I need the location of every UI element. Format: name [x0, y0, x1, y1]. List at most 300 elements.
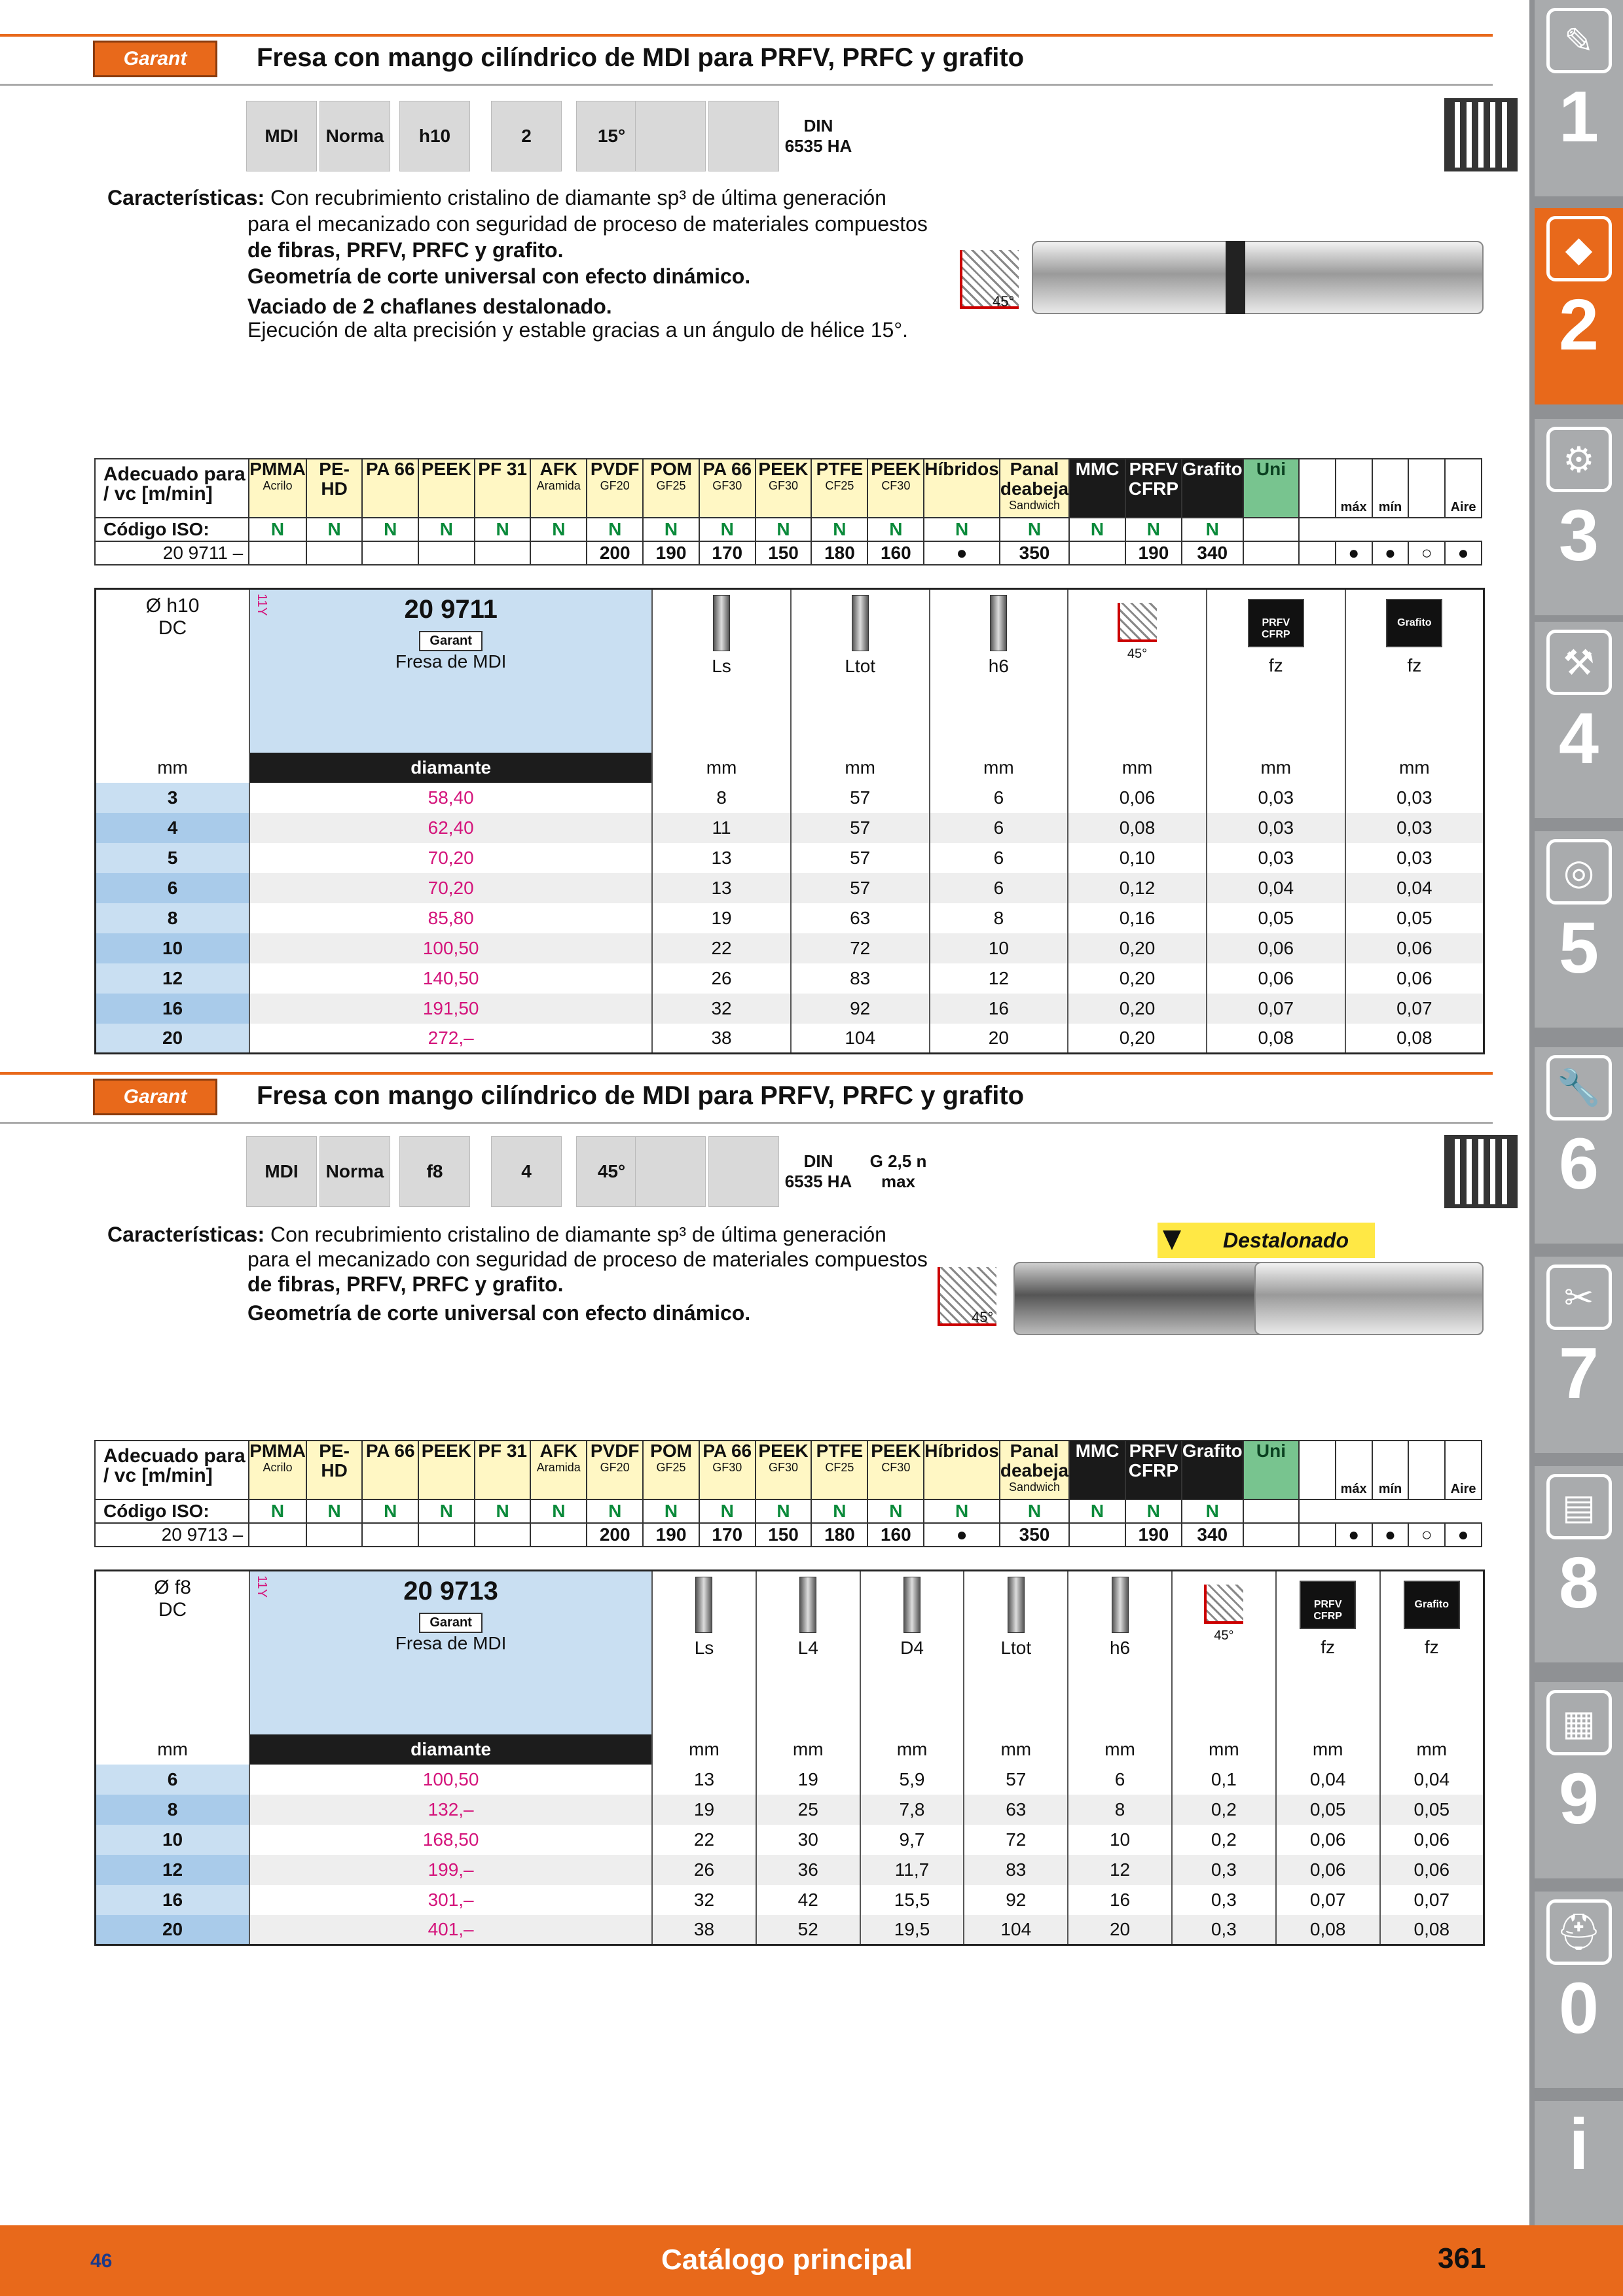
garant-logo: Garant — [93, 1079, 217, 1115]
value-cell: 11,7 — [860, 1855, 964, 1885]
value-cell: 0,03 — [1207, 843, 1345, 873]
dimension-header: PRFV CFRP fz — [1276, 1571, 1380, 1734]
vc-cell: ● — [924, 1523, 1000, 1547]
value-cell: 0,03 — [1207, 813, 1345, 843]
material-table — [94, 458, 1482, 565]
table-row — [96, 873, 1484, 903]
feature-line: Vaciado de 2 chaflanes destalonado. — [247, 295, 612, 318]
spec-icon: DIN 6535 HA — [783, 1136, 854, 1207]
vc-cell: 150 — [756, 1523, 812, 1547]
value-cell: 83 — [791, 963, 930, 994]
chapter-icon: ⚙ — [1546, 427, 1612, 492]
dimension-header: PRFV CFRP fz — [1207, 589, 1345, 753]
coolant-cell: ● — [1336, 1523, 1372, 1547]
value-cell: 0,06 — [1276, 1825, 1380, 1855]
vc-cell: 180 — [811, 541, 867, 565]
coolant-cell: ● — [1336, 541, 1372, 565]
material-column: Grafito — [1182, 1441, 1243, 1499]
footer-bar — [0, 2225, 1623, 2296]
features-block — [107, 1221, 945, 1247]
chapter-number: 8 — [1558, 1543, 1599, 1623]
value-cell: 6 — [930, 783, 1068, 813]
diameter-cell: 4 — [96, 813, 250, 843]
table-row — [96, 1885, 1484, 1915]
vc-cell: 150 — [756, 541, 812, 565]
value-cell: 0,12 — [1068, 873, 1207, 903]
chapter-tab-1[interactable] — [1535, 0, 1623, 196]
value-cell: 0,10 — [1068, 843, 1207, 873]
vc-cell — [1069, 541, 1125, 565]
material-column: AFK Aramida — [530, 1441, 587, 1499]
value-cell: 22 — [652, 933, 791, 963]
iso-cell: N — [1125, 1499, 1182, 1523]
spec-icon: 2 — [491, 101, 562, 171]
table-row — [96, 813, 1484, 843]
unit-label: mm — [756, 1734, 860, 1765]
unit-label: mm — [96, 753, 250, 783]
suitability-header: Adecuado para / vc [m/min] — [95, 459, 249, 518]
value-cell: 0,06 — [1276, 1855, 1380, 1885]
section-title: Fresa con mango cilíndrico de MDI para PRFV, PRFC y grafito — [257, 43, 1025, 72]
vc-cell — [475, 1523, 531, 1547]
value-cell: 6 — [930, 813, 1068, 843]
spec-icon: 4 — [491, 1136, 562, 1207]
arrow-down-icon — [1163, 1230, 1181, 1250]
iso-cell: N — [811, 518, 867, 541]
iso-cell: N — [756, 518, 812, 541]
page-number-right: 361 — [1438, 2242, 1486, 2274]
feature-line: Ejecución de alta precisión y estable gracias a un ángulo de hélice 15°. — [247, 318, 908, 342]
value-cell: 52 — [756, 1915, 860, 1945]
feature-line: de fibras, PRFV, PRFC y grafito. — [247, 238, 564, 262]
value-cell: 13 — [652, 873, 791, 903]
price-cell: 100,50 — [249, 933, 652, 963]
section-title: Fresa con mango cilíndrico de MDI para PRFV, PRFC y grafito — [257, 1081, 1025, 1110]
value-cell: 5,9 — [860, 1765, 964, 1795]
vc-cell: 340 — [1182, 541, 1243, 565]
vc-cell: 190 — [1125, 541, 1182, 565]
chapter-icon: ⚒ — [1546, 630, 1612, 695]
diameter-header: Ø f8 DC — [96, 1571, 250, 1734]
iso-cell: N — [924, 518, 1000, 541]
value-cell: 0,1 — [1172, 1765, 1276, 1795]
unit-label: mm — [860, 1734, 964, 1765]
price-cell: 62,40 — [249, 813, 652, 843]
garant-logo: Garant — [419, 1613, 482, 1633]
value-cell: 57 — [791, 873, 930, 903]
unit-label: mm — [1068, 753, 1207, 783]
iso-cell: N — [811, 1499, 867, 1523]
value-cell: 0,08 — [1345, 1024, 1484, 1054]
coolant-cell: ● — [1445, 1523, 1482, 1547]
value-cell: 0,06 — [1345, 963, 1484, 994]
iso-cell: N — [530, 518, 587, 541]
diameter-cell: 10 — [96, 1825, 250, 1855]
value-cell: 0,05 — [1380, 1795, 1484, 1825]
chapter-icon: ▦ — [1546, 1690, 1612, 1755]
vc-cell: 350 — [1000, 1523, 1069, 1547]
features-label: Características: — [107, 186, 265, 209]
unit-label: mm — [1345, 753, 1484, 783]
value-cell: 0,06 — [1345, 933, 1484, 963]
material-column: PF 31 — [475, 459, 531, 518]
features-label: Características: — [107, 1223, 265, 1246]
iso-cell: N — [699, 1499, 756, 1523]
diameter-cell: 20 — [96, 1915, 250, 1945]
value-cell: 72 — [964, 1825, 1068, 1855]
diameter-cell: 8 — [96, 903, 250, 933]
dimension-header: D4 — [860, 1571, 964, 1734]
vc-cell: 200 — [587, 541, 643, 565]
value-cell: 0,3 — [1172, 1855, 1276, 1885]
value-cell: 20 — [1068, 1915, 1172, 1945]
coating-label: diamante — [249, 1734, 652, 1765]
value-cell: 8 — [652, 783, 791, 813]
value-cell: 0,07 — [1276, 1885, 1380, 1915]
material-column: Híbridos — [924, 459, 1000, 518]
price-cell: 132,– — [249, 1795, 652, 1825]
material-column: PMMA Acrilo — [249, 459, 306, 518]
table-row — [96, 933, 1484, 963]
material-column: PTFE CF25 — [811, 1441, 867, 1499]
diameter-cell: 6 — [96, 873, 250, 903]
value-cell: 0,03 — [1345, 813, 1484, 843]
iso-cell: N — [362, 518, 418, 541]
value-cell: 0,07 — [1207, 994, 1345, 1024]
material-column: PEEK GF30 — [756, 1441, 812, 1499]
material-column: Uni — [1243, 459, 1300, 518]
coolant-cell: ● — [1372, 1523, 1409, 1547]
material-column: Panal deabeja Sandwich — [1000, 1441, 1069, 1499]
price-cell: 199,– — [249, 1855, 652, 1885]
diameter-cell: 12 — [96, 963, 250, 994]
value-cell: 8 — [930, 903, 1068, 933]
material-column: PEEK CF30 — [867, 459, 924, 518]
coolant-cell: ● — [1445, 541, 1482, 565]
vc-cell — [530, 1523, 587, 1547]
chapter-number: 0 — [1558, 1968, 1599, 2049]
value-cell: 16 — [1068, 1885, 1172, 1915]
material-column: PEEK CF30 — [867, 1441, 924, 1499]
value-cell: 0,03 — [1345, 783, 1484, 813]
value-cell: 0,06 — [1380, 1855, 1484, 1885]
iso-cell: N — [643, 518, 699, 541]
spec-icon: 45° — [576, 1136, 647, 1207]
spec-icon: MDI — [246, 101, 317, 171]
vc-cell — [1243, 541, 1300, 565]
chapter-number: 2 — [1558, 285, 1599, 365]
value-cell: 57 — [791, 813, 930, 843]
iso-cell: N — [418, 1499, 475, 1523]
chapter-number: 3 — [1558, 495, 1599, 576]
dimension-header: h6 — [930, 589, 1068, 753]
unit-label: mm — [791, 753, 930, 783]
chamfer-angle: 45° — [972, 1309, 994, 1325]
value-cell: 0,06 — [1380, 1825, 1484, 1855]
coolant-column: Aire — [1445, 1441, 1482, 1499]
value-cell: 63 — [791, 903, 930, 933]
value-cell: 10 — [1068, 1825, 1172, 1855]
table-row — [96, 1024, 1484, 1054]
page-number-left: 46 — [90, 2250, 113, 2272]
iso-cell: N — [530, 1499, 587, 1523]
chapter-tab-2[interactable] — [1535, 208, 1623, 404]
unit-label: mm — [930, 753, 1068, 783]
material-column: POM GF25 — [643, 1441, 699, 1499]
material-column: POM GF25 — [643, 459, 699, 518]
chapter-number: i — [1569, 2104, 1589, 2185]
value-cell: 0,03 — [1345, 843, 1484, 873]
value-cell: 0,08 — [1068, 813, 1207, 843]
material-column: PE-HD — [306, 459, 363, 518]
vc-cell: 340 — [1182, 1523, 1243, 1547]
spec-icon — [635, 101, 706, 171]
value-cell: 0,07 — [1380, 1885, 1484, 1915]
price-cell: 85,80 — [249, 903, 652, 933]
value-cell: 36 — [756, 1855, 860, 1885]
value-cell: 13 — [652, 1765, 756, 1795]
dimension-header: 45° — [1068, 589, 1207, 753]
iso-cell: N — [867, 518, 924, 541]
diameter-cell: 20 — [96, 1024, 250, 1054]
tool-shank — [1254, 1262, 1484, 1335]
iso-cell: N — [418, 518, 475, 541]
iso-cell — [1243, 1499, 1300, 1523]
value-cell: 25 — [756, 1795, 860, 1825]
coolant-cell: ○ — [1408, 1523, 1445, 1547]
chapter-icon: ✂ — [1546, 1265, 1612, 1330]
price-cell: 301,– — [249, 1885, 652, 1915]
iso-cell: N — [587, 1499, 643, 1523]
value-cell: 38 — [652, 1915, 756, 1945]
coolant-column — [1299, 459, 1335, 518]
value-cell: 0,06 — [1207, 933, 1345, 963]
value-cell: 42 — [756, 1885, 860, 1915]
value-cell: 20 — [930, 1024, 1068, 1054]
material-column: PA 66 GF30 — [699, 459, 756, 518]
value-cell: 9,7 — [860, 1825, 964, 1855]
vc-cell: ● — [924, 541, 1000, 565]
iso-cell: N — [1069, 518, 1125, 541]
vc-cell: 190 — [1125, 1523, 1182, 1547]
qr-code — [1444, 98, 1518, 171]
unit-label: mm — [1068, 1734, 1172, 1765]
iso-cell: N — [756, 1499, 812, 1523]
chapter-number: 1 — [1558, 77, 1599, 157]
value-cell: 0,06 — [1207, 963, 1345, 994]
material-column: PF 31 — [475, 1441, 531, 1499]
material-column: PMMA Acrilo — [249, 1441, 306, 1499]
chamfer-angle: 45° — [993, 293, 1015, 310]
value-cell: 26 — [652, 963, 791, 994]
iso-cell — [1243, 518, 1300, 541]
vc-cell — [475, 541, 531, 565]
chapter-number: 9 — [1558, 1759, 1599, 1839]
value-cell: 0,07 — [1345, 994, 1484, 1024]
vc-cell: 160 — [867, 1523, 924, 1547]
material-column: MMC — [1069, 1441, 1125, 1499]
table-row — [96, 1915, 1484, 1945]
coolant-column: mín — [1372, 459, 1409, 518]
value-cell: 6 — [930, 843, 1068, 873]
coolant-column: Aire — [1445, 459, 1482, 518]
chapter-tab-5[interactable] — [1535, 831, 1623, 1028]
chapter-tab-i[interactable] — [1535, 2101, 1623, 2225]
chapter-icon: 🔧 — [1546, 1055, 1612, 1121]
value-cell: 0,3 — [1172, 1915, 1276, 1945]
dimension-header: h6 — [1068, 1571, 1172, 1734]
vc-cell — [1069, 1523, 1125, 1547]
value-cell: 7,8 — [860, 1795, 964, 1825]
material-column: MMC — [1069, 459, 1125, 518]
product-table — [94, 1570, 1485, 1946]
value-cell: 38 — [652, 1024, 791, 1054]
material-column: PEEK GF30 — [756, 459, 812, 518]
material-column: Uni — [1243, 1441, 1300, 1499]
iso-cell: N — [1000, 518, 1069, 541]
value-cell: 11 — [652, 813, 791, 843]
dimension-header: L4 — [756, 1571, 860, 1734]
diameter-header: Ø h10 DC — [96, 589, 250, 753]
iso-cell: N — [475, 518, 531, 541]
chapter-tab-0[interactable] — [1535, 1892, 1623, 2088]
dimension-header: 45° — [1172, 1571, 1276, 1734]
vc-cell: 350 — [1000, 541, 1069, 565]
iso-cell: N — [362, 1499, 418, 1523]
tool-band — [1226, 241, 1245, 314]
garant-logo: Garant — [419, 631, 482, 651]
table-row — [96, 783, 1484, 813]
value-cell: 12 — [930, 963, 1068, 994]
table-row — [96, 1765, 1484, 1795]
value-cell: 13 — [652, 843, 791, 873]
vc-cell — [1243, 1523, 1300, 1547]
value-cell: 0,08 — [1276, 1915, 1380, 1945]
chapter-tab-3[interactable] — [1535, 419, 1623, 615]
material-column: PRFV CFRP — [1125, 459, 1182, 518]
value-cell: 19 — [652, 1795, 756, 1825]
coolant-column: máx — [1336, 459, 1372, 518]
iso-cell: N — [1182, 1499, 1243, 1523]
destalonado-badge: Destalonado — [1158, 1223, 1375, 1258]
unit-label: mm — [1172, 1734, 1276, 1765]
diameter-cell: 10 — [96, 933, 250, 963]
value-cell: 0,05 — [1207, 903, 1345, 933]
value-cell: 92 — [791, 994, 930, 1024]
chapter-number: 7 — [1558, 1333, 1599, 1414]
value-cell: 19 — [756, 1765, 860, 1795]
value-cell: 0,05 — [1345, 903, 1484, 933]
material-column: PRFV CFRP — [1125, 1441, 1182, 1499]
chapter-tab-7[interactable] — [1535, 1257, 1623, 1453]
iso-cell: N — [249, 518, 306, 541]
feature-line: Con recubrimiento cristalino de diamante sp³ de última generación — [270, 186, 886, 209]
iso-cell: N — [1000, 1499, 1069, 1523]
dimension-header: Ltot — [964, 1571, 1068, 1734]
iso-cell: N — [924, 1499, 1000, 1523]
article-header: 11Y 20 9713 Garant Fresa de MDI — [249, 1571, 652, 1734]
feature-line: de fibras, PRFV, PRFC y grafito. — [247, 1272, 564, 1296]
dimension-header: Ls — [652, 589, 791, 753]
unit-label: mm — [652, 753, 791, 783]
material-column: PA 66 — [362, 1441, 418, 1499]
chapter-number: 4 — [1558, 698, 1599, 779]
price-cell: 168,50 — [249, 1825, 652, 1855]
qr-code — [1444, 1135, 1518, 1208]
chapter-icon: ⛑ — [1546, 1899, 1612, 1965]
value-cell: 32 — [652, 994, 791, 1024]
vc-cell: 180 — [811, 1523, 867, 1547]
chapter-tab-4[interactable] — [1535, 622, 1623, 818]
coolant-cell — [1299, 541, 1335, 565]
value-cell: 104 — [791, 1024, 930, 1054]
vc-cell — [362, 541, 418, 565]
chapter-tab-9[interactable] — [1535, 1682, 1623, 1878]
unit-label: mm — [964, 1734, 1068, 1765]
iso-cell: N — [1069, 1499, 1125, 1523]
feature-line: Geometría de corte universal con efecto dinámico. — [247, 1301, 751, 1325]
dimension-header: Ls — [652, 1571, 756, 1734]
material-column: AFK Aramida — [530, 459, 587, 518]
vc-cell: 160 — [867, 541, 924, 565]
value-cell: 0,20 — [1068, 994, 1207, 1024]
price-cell: 272,– — [249, 1024, 652, 1054]
chapter-icon: ▤ — [1546, 1474, 1612, 1539]
vc-cell — [418, 1523, 475, 1547]
value-cell: 0,2 — [1172, 1825, 1276, 1855]
spec-icon — [708, 101, 779, 171]
feature-line: Con recubrimiento cristalino de diamante sp³ de última generación — [270, 1223, 886, 1246]
value-cell: 0,04 — [1207, 873, 1345, 903]
table-row — [96, 1795, 1484, 1825]
vc-cell: 190 — [643, 1523, 699, 1547]
material-column: PVDF GF20 — [587, 459, 643, 518]
end-mill-image — [1032, 241, 1484, 314]
value-cell: 0,08 — [1380, 1915, 1484, 1945]
coolant-column — [1408, 459, 1445, 518]
spec-icon: DIN 6535 HA — [783, 101, 854, 171]
table-row — [96, 843, 1484, 873]
iso-cell: N — [306, 518, 363, 541]
article-number: 20 9713 – — [95, 1523, 249, 1547]
vc-cell — [306, 1523, 363, 1547]
chapter-number: 5 — [1558, 908, 1599, 988]
value-cell: 32 — [652, 1885, 756, 1915]
value-cell: 19 — [652, 903, 791, 933]
iso-cell: N — [1182, 518, 1243, 541]
iso-cell: N — [1125, 518, 1182, 541]
material-column: PVDF GF20 — [587, 1441, 643, 1499]
iso-cell: N — [475, 1499, 531, 1523]
dimension-header: Grafito fz — [1380, 1571, 1484, 1734]
spec-icon: MDI — [246, 1136, 317, 1207]
vc-cell — [249, 541, 306, 565]
coating-label: diamante — [249, 753, 652, 783]
feature-line: para el mecanizado con seguridad de proceso de materiales compuestos — [247, 1247, 928, 1271]
coolant-cell: ○ — [1408, 541, 1445, 565]
feature-line: para el mecanizado con seguridad de proceso de materiales compuestos — [247, 212, 928, 236]
chapter-tab-6[interactable] — [1535, 1047, 1623, 1244]
chapter-tab-8[interactable] — [1535, 1466, 1623, 1662]
product-table — [94, 588, 1485, 1054]
value-cell: 0,20 — [1068, 933, 1207, 963]
unit-label: mm — [1207, 753, 1345, 783]
article-number: 20 9711 – — [95, 541, 249, 565]
value-cell: 0,04 — [1345, 873, 1484, 903]
value-cell: 57 — [964, 1765, 1068, 1795]
value-cell: 0,04 — [1380, 1765, 1484, 1795]
coolant-column: máx — [1336, 1441, 1372, 1499]
